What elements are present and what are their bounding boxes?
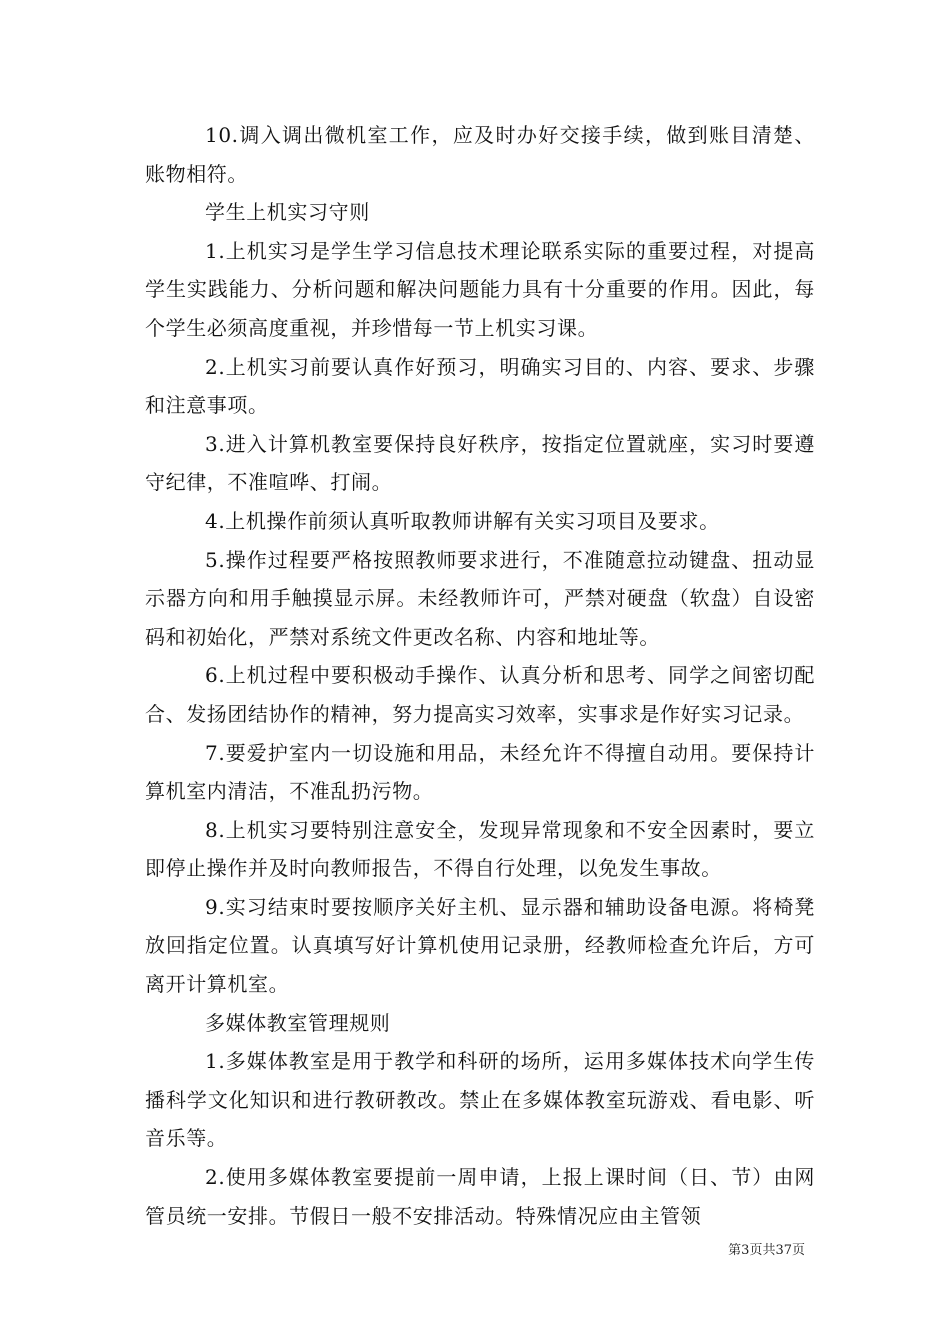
paragraph-rule-2: 2.上机实习前要认真作好预习，明确实习目的、内容、要求、步骤和注意事项。: [145, 354, 815, 418]
paragraph-item-10: 10.调入调出微机室工作，应及时办好交接手续，做到账目清楚、账物相符。: [145, 123, 815, 186]
paragraph-multimedia-rule-2: 2.使用多媒体教室要提前一周申请，上报上课时间（日、节）由网管员统一安排。节假日一般不安排活动。特殊情况应由主管领: [145, 1165, 815, 1228]
paragraph-rule-4: 4.上机操作前须认真听取教师讲解有关实习项目及要求。: [205, 508, 720, 533]
page-number-footer: 第3页共37页: [728, 1243, 805, 1258]
section-heading-multimedia-rules: 多媒体教室管理规则: [205, 1010, 391, 1035]
paragraph-rule-6: 6.上机过程中要积极动手操作、认真分析和思考、同学之间密切配合、发扬团结协作的精神，努力提高实习效率，实事求是作好实习记录。: [145, 663, 815, 726]
paragraph-rule-7: 7.要爱护室内一切设施和用品，未经允许不得擅自动用。要保持计算机室内清洁，不准乱扔污物。: [145, 740, 815, 804]
paragraph-rule-8: 8.上机实习要特别注意安全，发现异常现象和不安全因素时，要立即停止操作并及时向教师报告，不得自行处理，以免发生事故。: [145, 817, 815, 881]
paragraph-multimedia-rule-1: 1.多媒体教室是用于教学和科研的场所，运用多媒体技术向学生传播科学文化知识和进行教研教改。禁止在多媒体教室玩游戏、看电影、听音乐等。: [145, 1049, 815, 1151]
section-heading-student-lab-rules: 学生上机实习守则: [205, 200, 370, 225]
paragraph-rule-9: 9.实习结束时要按顺序关好主机、显示器和辅助设备电源。将椅凳放回指定位置。认真填写好计算机使用记录册，经教师检查允许后，方可离开计算机室。: [145, 894, 815, 997]
paragraph-rule-1: 1.上机实习是学生学习信息技术理论联系实际的重要过程，对提高学生实践能力、分析问题和解决问题能力具有十分重要的作用。因此，每个学生必须高度重视，并珍惜每一节上机实习课。: [145, 238, 815, 340]
paragraph-rule-3: 3.进入计算机教室要保持良好秩序，按指定位置就座，实习时要遵守纪律，不准喧哗、打闹。: [145, 431, 815, 495]
paragraph-rule-5: 5.操作过程要严格按照教师要求进行，不准随意拉动键盘、扭动显示器方向和用手触摸显示屏。未经教师许可，严禁对硬盘（软盘）自设密码和初始化，严禁对系统文件更改名称、内容和地址等。: [145, 547, 815, 649]
document-body: [145, 116, 815, 1235]
